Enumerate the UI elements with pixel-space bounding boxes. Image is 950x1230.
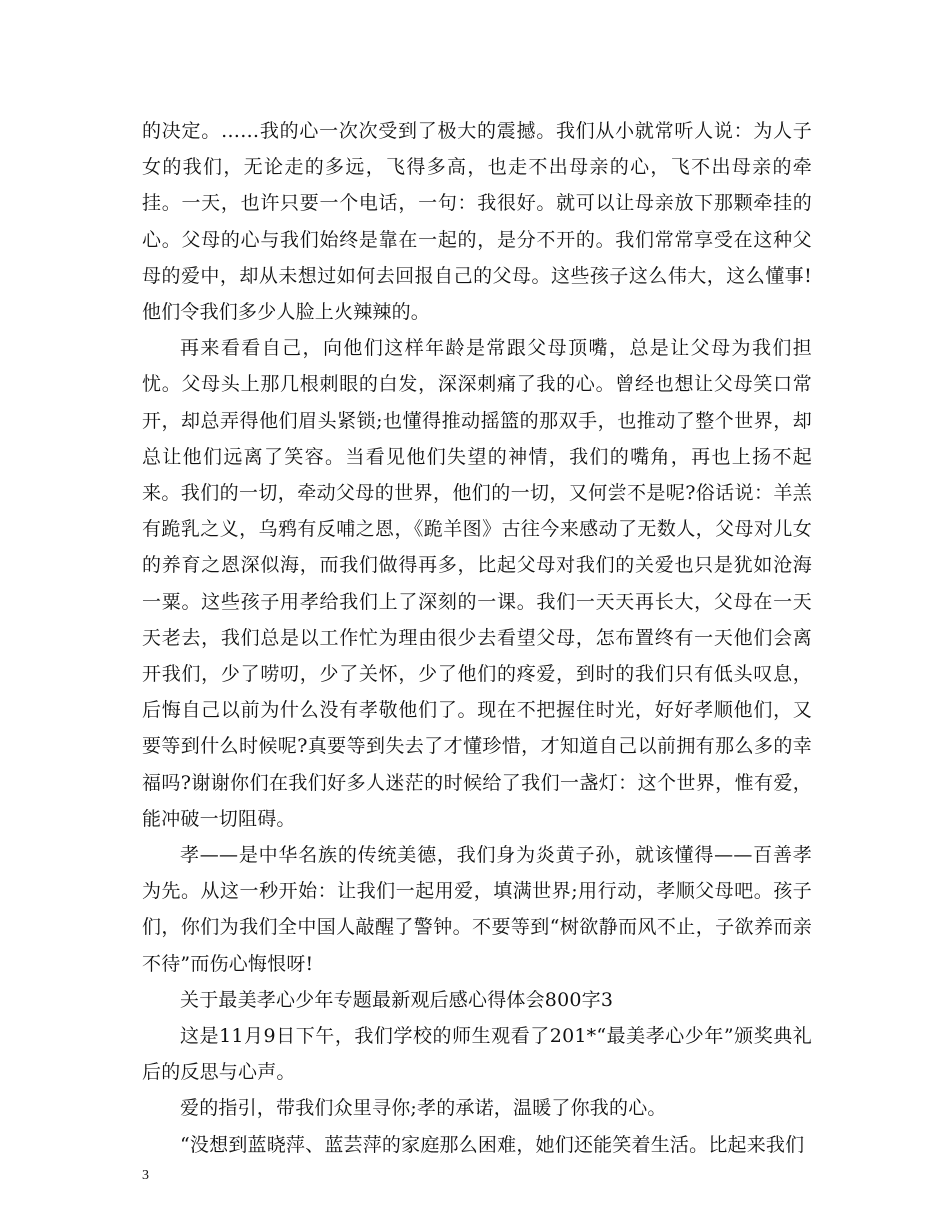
page-number: 3	[142, 1168, 149, 1183]
section-heading: 关于最美孝心少年专题最新观后感心得体会800字3	[180, 988, 614, 1011]
paragraph-6: “没想到蓝晓萍、蓝芸萍的家庭那么困难，她们还能笑着生活。比起来我们	[180, 1133, 805, 1156]
paragraph-5: 爱的指引，带我们众里寻你;孝的承诺，温暖了你我的心。	[180, 1097, 667, 1120]
paragraph-3: 孝——是中华名族的传统美德，我们身为炎黄子孙，就该懂得——百善孝为先。从这一秒开始：让我们一起用爱，填满世界;用行动，孝顺父母吧。孩子们，你们为我们全中国人敲醒了警钟。不要等到“树欲静而风不止，子欲养而亲不待”而伤心悔恨呀!	[142, 844, 812, 975]
paragraph-4: 这是11月9日下午，我们学校的师生观看了201*“最美孝心少年”颁奖典礼后的反思与心声。	[142, 1025, 812, 1084]
paragraph-2: 再来看看自己，向他们这样年龄是常跟父母顶嘴，总是让父母为我们担忧。父母头上那几根刺眼的白发，深深刺痛了我的心。曾经也想让父母笑口常开，却总弄得他们眉头紧锁;也懂得推动摇篮的那双手，也推动了整个世界，却总让他们远离了笑容。当看见他们失望的神情，我们的嘴角，再也上扬不起来。我们的一切，牵动父母的世界，他们的一切，又何尝不是呢?俗话说：羊羔有跪乳之义，乌鸦有反哺之恩，《跪羊图》古往今来感动了无数人，父母对儿女的养育之恩深似海，而我们做得再多，比起父母对我们的关爱也只是犹如沧海一粟。这些孩子用孝给我们上了深刻的一课。我们一天天再长大，父母在一天天老去，我们总是以工作忙为理由很少去看望父母，怎布置终有一天他们会离开我们，少了唠叨，少了关怀，少了他们的疼爱，到时的我们只有低头叹息，后悔自己以前为什么没有孝敬他们了。现在不把握住时光，好好孝顺他们，又要等到什么时候呢?真要等到失去了才懂珍惜，才知道自己以前拥有那么多的幸福吗?谢谢你们在我们好多人迷茫的时候给了我们一盏灯：这个世界，惟有爱，能冲破一切阻碍。	[142, 337, 812, 830]
paragraph-1: 的决定。……我的心一次次受到了极大的震撼。我们从小就常听人说：为人子女的我们，无论走的多远，飞得多高，也走不出母亲的心，飞不出母亲的牵挂。一天，也许只要一个电话，一句：我很好。就可以让母亲放下那颗牵挂的心。父母的心与我们始终是靠在一起的，是分不开的。我们常常享受在这种父母的爱中，却从未想过如何去回报自己的父母。这些孩子这么伟大，这么懂事!他们令我们多少人脸上火辣辣的。	[142, 120, 812, 324]
document-body	[142, 113, 812, 1163]
